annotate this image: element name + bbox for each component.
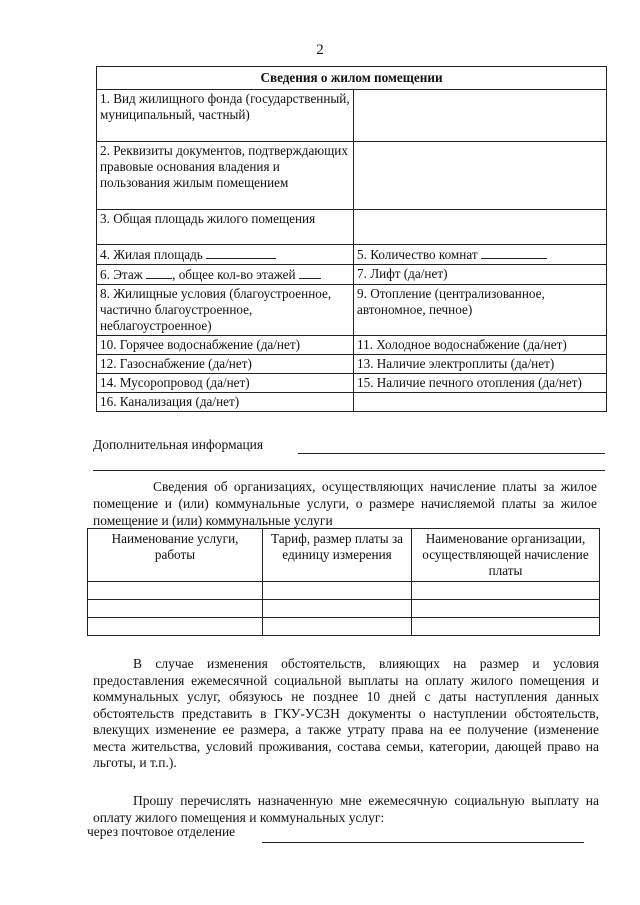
housing-cell-electric-stove[interactable]: 13. Наличие электроплиты (да/нет)	[354, 355, 607, 374]
housing-cell-empty	[354, 393, 607, 412]
housing-cell-documents-value[interactable]	[354, 142, 607, 210]
orgs-cell[interactable]	[263, 618, 412, 636]
orgs-header-organization: Наименование организации, осуществляющей начисление платы	[412, 529, 600, 582]
orgs-header-tariff: Тариф, размер платы за единицу измерения	[263, 529, 412, 582]
orgs-table	[87, 528, 600, 636]
total-floors-label: , общее кол-во этажей	[172, 267, 296, 282]
total-floors-blank[interactable]	[299, 266, 321, 279]
housing-cell-gas[interactable]: 12. Газоснабжение (да/нет)	[97, 355, 354, 374]
request-paragraph: Прошу перечислять назначенную мне ежемесячную социальную выплату на оплату жилого помещения и коммунальных услуг:	[93, 793, 599, 825]
orgs-cell[interactable]	[412, 600, 600, 618]
post-office-line[interactable]	[262, 842, 584, 843]
housing-table-title: Сведения о жилом помещении	[97, 67, 607, 90]
obligation-paragraph: В случае изменения обстоятельств, влияющих на размер и условия предоставления ежемесячной социальной выплаты на оплату жилого помещения и коммунальных услуг, обязуюсь не позднее 10 дней с даты наступления данных обстоятельств представить в ГКУ-УСЗН документы о наступлении обстоятельств, влекущих изменение ее размера, а также утрату права на ее получение (изменение места жительства, условий проживания, состава семьи, категории, дающей право на льготы, и т.п.).	[93, 656, 599, 770]
housing-cell-fund-type: 1. Вид жилищного фонда (государственный, муниципальный, частный)	[97, 90, 354, 142]
additional-info-line-1[interactable]	[298, 453, 605, 454]
orgs-cell[interactable]	[412, 582, 600, 600]
housing-cell-rooms[interactable]	[354, 245, 607, 265]
housing-cell-stove-heating[interactable]: 15. Наличие печного отопления (да/нет)	[354, 374, 607, 393]
orgs-cell[interactable]	[263, 582, 412, 600]
orgs-cell[interactable]	[412, 618, 600, 636]
rooms-blank[interactable]	[481, 246, 547, 259]
housing-cell-garbage-chute[interactable]: 14. Мусоропровод (да/нет)	[97, 374, 354, 393]
housing-cell-living-area[interactable]	[97, 245, 354, 265]
housing-cell-sewerage[interactable]: 16. Канализация (да/нет)	[97, 393, 354, 412]
housing-info-table	[96, 66, 607, 412]
page-number: 2	[316, 42, 324, 58]
post-office-label: через почтовое отделение	[87, 824, 236, 839]
additional-info-line-2[interactable]	[93, 470, 605, 471]
living-area-blank[interactable]	[206, 246, 276, 259]
table-row	[88, 600, 600, 618]
additional-info-label: Дополнительная информация	[93, 437, 264, 452]
floor-blank[interactable]	[146, 266, 172, 279]
housing-cell-documents: 2. Реквизиты документов, подтверждающих правовые основания владения и пользования жилым помещением	[97, 142, 354, 210]
rooms-label: 5. Количество комнат	[357, 247, 478, 262]
housing-cell-floor[interactable]	[97, 265, 354, 285]
orgs-cell[interactable]	[263, 600, 412, 618]
floor-label: 6. Этаж	[100, 267, 143, 282]
housing-cell-fund-type-value[interactable]	[354, 90, 607, 142]
housing-cell-elevator[interactable]: 7. Лифт (да/нет)	[354, 265, 607, 285]
orgs-cell[interactable]	[88, 582, 263, 600]
orgs-header-service: Наименование услуги, работы	[88, 529, 263, 582]
table-row	[88, 618, 600, 636]
housing-cell-total-area-value[interactable]	[354, 210, 607, 245]
orgs-cell[interactable]	[88, 618, 263, 636]
housing-cell-heating[interactable]: 9. Отопление (централизованное, автономное, печное)	[354, 285, 607, 336]
housing-cell-conditions[interactable]: 8. Жилищные условия (благоустроенное, частично благоустроенное, неблагоустроенное)	[97, 285, 354, 336]
table-row	[88, 582, 600, 600]
living-area-label: 4. Жилая площадь	[100, 247, 203, 262]
orgs-paragraph: Сведения об организациях, осуществляющих начисление платы за жилое помещение и (или) коммунальные услуги, о размере начисляемой платы за жилое помещение и (или) коммунальные услуги	[93, 479, 597, 528]
orgs-cell[interactable]	[88, 600, 263, 618]
housing-cell-cold-water[interactable]: 11. Холодное водоснабжение (да/нет)	[354, 336, 607, 355]
housing-cell-total-area: 3. Общая площадь жилого помещения	[97, 210, 354, 245]
housing-cell-hot-water[interactable]: 10. Горячее водоснабжение (да/нет)	[97, 336, 354, 355]
